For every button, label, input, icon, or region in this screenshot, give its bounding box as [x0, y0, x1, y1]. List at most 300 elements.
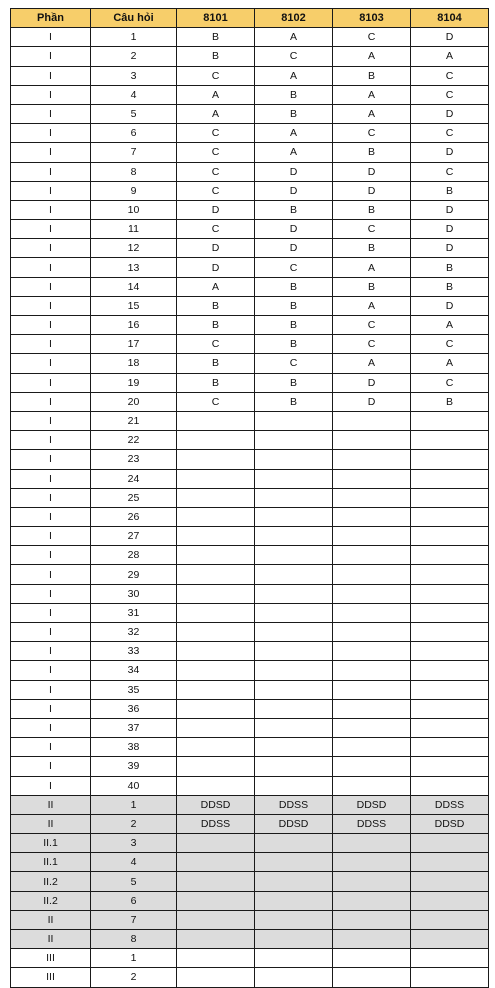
question-cell: 7 — [91, 910, 177, 929]
answer-cell-8102: B — [255, 316, 333, 335]
part-cell: I — [11, 738, 91, 757]
table-row — [11, 220, 489, 239]
answer-cell-8104: D — [411, 28, 489, 47]
answer-cell-8104: A — [411, 316, 489, 335]
answer-cell-8102 — [255, 507, 333, 526]
table-row — [11, 565, 489, 584]
answer-cell-8102 — [255, 450, 333, 469]
header-question: Câu hỏi — [91, 9, 177, 28]
question-cell: 23 — [91, 450, 177, 469]
question-cell: 8 — [91, 162, 177, 181]
answer-cell-8103: DDSS — [333, 814, 411, 833]
answer-cell-8101: D — [177, 239, 255, 258]
answer-cell-8102: B — [255, 392, 333, 411]
part-cell: I — [11, 66, 91, 85]
part-cell: I — [11, 507, 91, 526]
part-cell: II.1 — [11, 834, 91, 853]
answer-cell-8103 — [333, 699, 411, 718]
answer-cell-8104 — [411, 642, 489, 661]
answer-cell-8101 — [177, 469, 255, 488]
part-cell: I — [11, 162, 91, 181]
part-cell: I — [11, 584, 91, 603]
answer-cell-8102 — [255, 757, 333, 776]
part-cell: I — [11, 623, 91, 642]
answer-cell-8101: C — [177, 162, 255, 181]
part-cell: I — [11, 85, 91, 104]
answer-cell-8103 — [333, 680, 411, 699]
table-row — [11, 162, 489, 181]
header-code-8103: 8103 — [333, 9, 411, 28]
part-cell: I — [11, 316, 91, 335]
question-cell: 13 — [91, 258, 177, 277]
answer-cell-8104: B — [411, 392, 489, 411]
question-cell: 2 — [91, 47, 177, 66]
part-cell: I — [11, 757, 91, 776]
answer-cell-8104 — [411, 910, 489, 929]
answer-cell-8101: D — [177, 258, 255, 277]
question-cell: 1 — [91, 795, 177, 814]
answer-cell-8101 — [177, 718, 255, 737]
answer-cell-8102 — [255, 776, 333, 795]
question-cell: 32 — [91, 623, 177, 642]
header-code-8101: 8101 — [177, 9, 255, 28]
answer-cell-8101 — [177, 546, 255, 565]
question-cell: 21 — [91, 411, 177, 430]
answer-cell-8102: A — [255, 28, 333, 47]
question-cell: 3 — [91, 834, 177, 853]
answer-cell-8103 — [333, 488, 411, 507]
part-cell: I — [11, 527, 91, 546]
answer-cell-8104 — [411, 661, 489, 680]
answer-cell-8104: C — [411, 335, 489, 354]
answer-cell-8101 — [177, 565, 255, 584]
answer-cell-8102: D — [255, 239, 333, 258]
table-row — [11, 546, 489, 565]
part-cell: I — [11, 143, 91, 162]
answer-cell-8104 — [411, 738, 489, 757]
part-cell: III — [11, 949, 91, 968]
table-row — [11, 28, 489, 47]
answer-cell-8104 — [411, 718, 489, 737]
answer-cell-8103 — [333, 642, 411, 661]
answer-cell-8104: D — [411, 239, 489, 258]
answer-cell-8103 — [333, 546, 411, 565]
answer-cell-8104: C — [411, 124, 489, 143]
answer-cell-8101: B — [177, 354, 255, 373]
answer-cell-8103: A — [333, 354, 411, 373]
answer-cell-8101 — [177, 930, 255, 949]
answer-cell-8102: B — [255, 104, 333, 123]
answer-cell-8101: C — [177, 335, 255, 354]
answer-cell-8101 — [177, 527, 255, 546]
answer-cell-8103 — [333, 469, 411, 488]
question-cell: 37 — [91, 718, 177, 737]
answer-cell-8104 — [411, 411, 489, 430]
answer-cell-8102 — [255, 642, 333, 661]
answer-cell-8101: B — [177, 316, 255, 335]
table-row — [11, 335, 489, 354]
answer-cell-8103: D — [333, 162, 411, 181]
part-cell: I — [11, 392, 91, 411]
answer-cell-8101 — [177, 603, 255, 622]
question-cell: 31 — [91, 603, 177, 622]
answer-cell-8103: A — [333, 104, 411, 123]
answer-cell-8102: B — [255, 296, 333, 315]
table-row — [11, 603, 489, 622]
answer-cell-8103: B — [333, 66, 411, 85]
answer-cell-8104: C — [411, 66, 489, 85]
question-cell: 14 — [91, 277, 177, 296]
answer-cell-8103: D — [333, 373, 411, 392]
answer-cell-8104 — [411, 527, 489, 546]
answer-cell-8102: D — [255, 162, 333, 181]
question-cell: 22 — [91, 431, 177, 450]
question-cell: 25 — [91, 488, 177, 507]
part-cell: I — [11, 104, 91, 123]
answer-cell-8104 — [411, 680, 489, 699]
table-row — [11, 431, 489, 450]
answer-cell-8103: C — [333, 28, 411, 47]
answer-cell-8103 — [333, 930, 411, 949]
table-row — [11, 124, 489, 143]
answer-cell-8104 — [411, 930, 489, 949]
answer-cell-8104: D — [411, 296, 489, 315]
answer-cell-8102: C — [255, 354, 333, 373]
answer-cell-8102 — [255, 834, 333, 853]
table-row — [11, 104, 489, 123]
table-row — [11, 834, 489, 853]
table-row — [11, 930, 489, 949]
answer-cell-8103 — [333, 718, 411, 737]
answer-cell-8103 — [333, 411, 411, 430]
table-row — [11, 527, 489, 546]
answer-cell-8101 — [177, 680, 255, 699]
answer-cell-8103: C — [333, 124, 411, 143]
question-cell: 16 — [91, 316, 177, 335]
answer-cell-8104 — [411, 834, 489, 853]
part-cell: I — [11, 411, 91, 430]
answer-cell-8101: D — [177, 200, 255, 219]
table-row — [11, 469, 489, 488]
table-row — [11, 143, 489, 162]
part-cell: I — [11, 47, 91, 66]
answer-cell-8103 — [333, 431, 411, 450]
answer-cell-8101: B — [177, 373, 255, 392]
answer-cell-8101: C — [177, 124, 255, 143]
part-cell: I — [11, 373, 91, 392]
question-cell: 6 — [91, 891, 177, 910]
table-row — [11, 661, 489, 680]
answer-key-table — [10, 8, 489, 988]
question-cell: 5 — [91, 104, 177, 123]
answer-cell-8103 — [333, 949, 411, 968]
answer-cell-8101 — [177, 488, 255, 507]
table-row — [11, 450, 489, 469]
answer-cell-8102 — [255, 488, 333, 507]
table-row — [11, 296, 489, 315]
answer-cell-8102 — [255, 930, 333, 949]
answer-cell-8102 — [255, 431, 333, 450]
answer-cell-8101: C — [177, 181, 255, 200]
answer-cell-8101 — [177, 757, 255, 776]
answer-cell-8104: D — [411, 200, 489, 219]
answer-cell-8102: C — [255, 47, 333, 66]
answer-cell-8101: B — [177, 296, 255, 315]
table-row — [11, 373, 489, 392]
answer-cell-8104: C — [411, 85, 489, 104]
answer-cell-8104: B — [411, 277, 489, 296]
answer-cell-8102 — [255, 411, 333, 430]
answer-cell-8102 — [255, 565, 333, 584]
table-row — [11, 66, 489, 85]
table-row — [11, 757, 489, 776]
answer-cell-8104 — [411, 431, 489, 450]
answer-cell-8102: A — [255, 143, 333, 162]
answer-cell-8102 — [255, 623, 333, 642]
answer-cell-8103 — [333, 834, 411, 853]
answer-cell-8102: A — [255, 124, 333, 143]
table-row — [11, 910, 489, 929]
answer-cell-8101: C — [177, 143, 255, 162]
part-cell: I — [11, 277, 91, 296]
answer-cell-8102 — [255, 949, 333, 968]
table-row — [11, 891, 489, 910]
part-cell: I — [11, 642, 91, 661]
answer-cell-8104: DDSS — [411, 795, 489, 814]
part-cell: I — [11, 124, 91, 143]
answer-cell-8104 — [411, 872, 489, 891]
answer-cell-8103 — [333, 872, 411, 891]
question-cell: 27 — [91, 527, 177, 546]
table-row — [11, 277, 489, 296]
question-cell: 30 — [91, 584, 177, 603]
part-cell: II.2 — [11, 872, 91, 891]
answer-cell-8101: C — [177, 392, 255, 411]
answer-cell-8102 — [255, 527, 333, 546]
answer-cell-8103 — [333, 757, 411, 776]
answer-cell-8102 — [255, 546, 333, 565]
answer-cell-8104 — [411, 757, 489, 776]
part-cell: I — [11, 239, 91, 258]
answer-cell-8103: C — [333, 316, 411, 335]
question-cell: 33 — [91, 642, 177, 661]
answer-cell-8101: A — [177, 85, 255, 104]
answer-cell-8104 — [411, 603, 489, 622]
answer-cell-8104 — [411, 507, 489, 526]
table-row — [11, 968, 489, 987]
answer-cell-8102: D — [255, 220, 333, 239]
part-cell: I — [11, 603, 91, 622]
answer-cell-8103: C — [333, 220, 411, 239]
answer-cell-8103: A — [333, 47, 411, 66]
answer-cell-8101 — [177, 642, 255, 661]
answer-cell-8102: D — [255, 181, 333, 200]
answer-cell-8103 — [333, 527, 411, 546]
question-cell: 4 — [91, 85, 177, 104]
answer-cell-8104: C — [411, 373, 489, 392]
question-cell: 34 — [91, 661, 177, 680]
question-cell: 5 — [91, 872, 177, 891]
answer-cell-8101 — [177, 431, 255, 450]
answer-cell-8103: DDSD — [333, 795, 411, 814]
table-row — [11, 795, 489, 814]
answer-cell-8102 — [255, 584, 333, 603]
part-cell: I — [11, 450, 91, 469]
table-row — [11, 718, 489, 737]
question-cell: 39 — [91, 757, 177, 776]
part-cell: I — [11, 354, 91, 373]
answer-cell-8101: B — [177, 47, 255, 66]
question-cell: 11 — [91, 220, 177, 239]
answer-cell-8103 — [333, 776, 411, 795]
answer-cell-8102 — [255, 699, 333, 718]
answer-cell-8104: D — [411, 220, 489, 239]
table-row — [11, 411, 489, 430]
table-row — [11, 392, 489, 411]
part-cell: I — [11, 181, 91, 200]
question-cell: 9 — [91, 181, 177, 200]
answer-cell-8102: A — [255, 66, 333, 85]
answer-cell-8104 — [411, 776, 489, 795]
table-row — [11, 872, 489, 891]
answer-cell-8104 — [411, 546, 489, 565]
table-row — [11, 316, 489, 335]
answer-cell-8103: B — [333, 200, 411, 219]
part-cell: I — [11, 546, 91, 565]
table-row — [11, 642, 489, 661]
answer-cell-8101 — [177, 949, 255, 968]
question-cell: 10 — [91, 200, 177, 219]
question-cell: 28 — [91, 546, 177, 565]
part-cell: II.2 — [11, 891, 91, 910]
answer-cell-8102 — [255, 738, 333, 757]
answer-cell-8102: B — [255, 200, 333, 219]
answer-cell-8104: B — [411, 181, 489, 200]
question-cell: 18 — [91, 354, 177, 373]
part-cell: I — [11, 335, 91, 354]
part-cell: II.1 — [11, 853, 91, 872]
answer-cell-8102 — [255, 891, 333, 910]
answer-cell-8103: B — [333, 143, 411, 162]
question-cell: 17 — [91, 335, 177, 354]
header-code-8102: 8102 — [255, 9, 333, 28]
header-part: Phần — [11, 9, 91, 28]
answer-cell-8104: B — [411, 258, 489, 277]
question-cell: 29 — [91, 565, 177, 584]
answer-cell-8101: DDSS — [177, 814, 255, 833]
header-row — [11, 9, 489, 28]
answer-cell-8103 — [333, 623, 411, 642]
answer-cell-8104 — [411, 968, 489, 987]
answer-cell-8101 — [177, 584, 255, 603]
answer-cell-8102 — [255, 910, 333, 929]
part-cell: I — [11, 680, 91, 699]
answer-cell-8102: B — [255, 335, 333, 354]
table-row — [11, 258, 489, 277]
table-row — [11, 488, 489, 507]
answer-cell-8102 — [255, 680, 333, 699]
table-row — [11, 949, 489, 968]
answer-cell-8104 — [411, 488, 489, 507]
question-cell: 7 — [91, 143, 177, 162]
answer-cell-8102 — [255, 469, 333, 488]
question-cell: 1 — [91, 28, 177, 47]
part-cell: I — [11, 296, 91, 315]
question-cell: 2 — [91, 968, 177, 987]
answer-cell-8104 — [411, 891, 489, 910]
answer-cell-8103: D — [333, 181, 411, 200]
table-row — [11, 47, 489, 66]
answer-cell-8101: C — [177, 220, 255, 239]
question-cell: 26 — [91, 507, 177, 526]
table-row — [11, 507, 489, 526]
answer-cell-8102 — [255, 872, 333, 891]
answer-cell-8103 — [333, 853, 411, 872]
table-row — [11, 814, 489, 833]
answer-cell-8103 — [333, 910, 411, 929]
question-cell: 12 — [91, 239, 177, 258]
answer-cell-8103 — [333, 968, 411, 987]
answer-cell-8101: A — [177, 104, 255, 123]
answer-cell-8103: B — [333, 239, 411, 258]
answer-cell-8104: DDSD — [411, 814, 489, 833]
answer-cell-8101 — [177, 891, 255, 910]
answer-cell-8101: A — [177, 277, 255, 296]
answer-cell-8104: A — [411, 354, 489, 373]
answer-cell-8104: C — [411, 162, 489, 181]
answer-cell-8101 — [177, 834, 255, 853]
table-row — [11, 699, 489, 718]
answer-cell-8104 — [411, 623, 489, 642]
part-cell: II — [11, 814, 91, 833]
answer-cell-8103 — [333, 584, 411, 603]
answer-cell-8103 — [333, 565, 411, 584]
table-row — [11, 738, 489, 757]
answer-cell-8104 — [411, 584, 489, 603]
table-header — [11, 9, 489, 28]
question-cell: 19 — [91, 373, 177, 392]
answer-cell-8101: C — [177, 66, 255, 85]
answer-cell-8101: DDSD — [177, 795, 255, 814]
answer-cell-8104 — [411, 565, 489, 584]
answer-cell-8103 — [333, 891, 411, 910]
table-row — [11, 181, 489, 200]
part-cell: I — [11, 699, 91, 718]
answer-cell-8103 — [333, 603, 411, 622]
part-cell: I — [11, 565, 91, 584]
answer-cell-8102: B — [255, 373, 333, 392]
part-cell: I — [11, 661, 91, 680]
part-cell: III — [11, 968, 91, 987]
table-row — [11, 680, 489, 699]
answer-cell-8103 — [333, 507, 411, 526]
answer-cell-8102: B — [255, 277, 333, 296]
part-cell: II — [11, 930, 91, 949]
answer-cell-8102 — [255, 603, 333, 622]
part-cell: I — [11, 776, 91, 795]
table-row — [11, 776, 489, 795]
answer-cell-8102: B — [255, 85, 333, 104]
answer-cell-8104: D — [411, 104, 489, 123]
answer-cell-8104 — [411, 853, 489, 872]
table-body — [11, 28, 489, 987]
part-cell: I — [11, 258, 91, 277]
question-cell: 20 — [91, 392, 177, 411]
part-cell: I — [11, 220, 91, 239]
answer-cell-8102 — [255, 853, 333, 872]
answer-cell-8104 — [411, 469, 489, 488]
question-cell: 40 — [91, 776, 177, 795]
